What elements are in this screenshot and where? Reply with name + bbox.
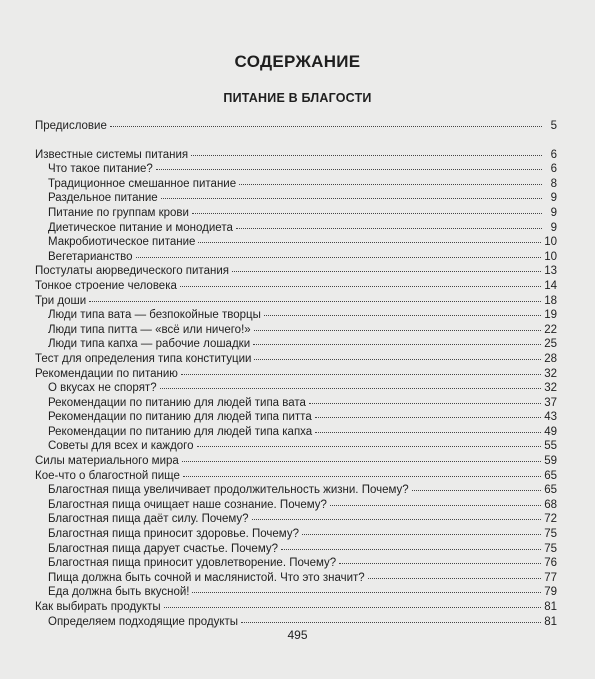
- toc-entry-title: Благостная пища дарует счастье. Почему?: [48, 542, 278, 555]
- toc-entry: [35, 337, 557, 352]
- toc-entry-page: 75: [544, 542, 557, 555]
- dot-leader: [252, 519, 542, 520]
- toc-entry-title: Как выбирать продукты: [35, 601, 161, 613]
- toc-entry-title: Что такое питание?: [48, 163, 153, 176]
- toc-entry: [35, 600, 557, 615]
- toc-entry-page: 18: [544, 294, 557, 307]
- toc-entry-title: Люди типа вата — безпокойные творцы: [48, 309, 261, 322]
- toc-entry-page: 77: [544, 571, 557, 584]
- toc-entry-page: 72: [544, 513, 557, 526]
- table-of-contents: [35, 119, 557, 629]
- toc-entry: [35, 279, 557, 294]
- toc-entry-title: Тонкое строение человека: [35, 279, 177, 292]
- dot-leader: [315, 432, 541, 433]
- toc-entry-title: Люди типа капха — рабочие лошадки: [48, 338, 251, 351]
- toc-entry: [35, 615, 557, 630]
- toc-entry: [35, 367, 557, 382]
- toc-entry-page: 32: [544, 367, 557, 380]
- dot-leader: [232, 271, 541, 272]
- toc-entry-title: Рекомендации по питанию для людей типа вата: [48, 396, 306, 409]
- toc-entry: [35, 469, 557, 484]
- toc-entry-title: Благостная пища приносит удовлетворение. Почему?: [48, 557, 337, 570]
- toc-entry-page: 75: [544, 528, 557, 541]
- dot-leader: [180, 286, 541, 287]
- toc-entry-title: Рекомендации по питанию для людей типа капха: [48, 425, 313, 438]
- toc-entry: [35, 352, 557, 367]
- toc-entry-title: Известные системы питания: [35, 148, 189, 161]
- toc-entry-page: 55: [544, 440, 557, 453]
- toc-entry-page: 9: [550, 221, 557, 234]
- toc-entry-page: 37: [544, 396, 557, 409]
- toc-entry-page: 10: [544, 250, 557, 263]
- toc-entry-page: 5: [550, 120, 557, 132]
- toc-entry-page: 43: [544, 411, 557, 424]
- toc-entry: [35, 235, 557, 250]
- dot-leader: [330, 505, 541, 506]
- toc-entry-page: 79: [544, 586, 557, 599]
- dot-leader: [412, 490, 542, 491]
- toc-entry-title: Предисловие: [35, 120, 107, 132]
- toc-entry: [35, 425, 557, 440]
- toc-entry-page: 22: [544, 323, 557, 336]
- toc-entry-title: Традиционное смешанное питание: [48, 177, 237, 190]
- toc-entry-page: 65: [544, 469, 557, 482]
- toc-entry-title: Пища должна быть сочной и маслянистой. Что это значит?: [48, 571, 365, 584]
- toc-entry-title: Благостная пища увеличивает продолжительность жизни. Почему?: [48, 484, 409, 497]
- toc-entry: [35, 483, 557, 498]
- dot-leader: [198, 242, 541, 243]
- dot-leader: [183, 476, 541, 477]
- toc-entry: [35, 221, 557, 236]
- toc-entry-page: 25: [544, 338, 557, 351]
- toc-entry: [35, 264, 557, 279]
- toc-entry-title: Макробиотическое питание: [48, 236, 196, 249]
- dot-leader: [315, 417, 541, 418]
- toc-entry-title: Силы материального мира: [35, 455, 179, 468]
- toc-entry-page: 10: [544, 236, 557, 249]
- dot-leader: [309, 403, 541, 404]
- toc-entry-page: 81: [544, 615, 557, 628]
- toc-entry-page: 59: [544, 455, 557, 468]
- toc-entry-page: 19: [544, 309, 557, 322]
- toc-entry-page: 32: [544, 382, 557, 395]
- dot-leader: [191, 155, 542, 156]
- toc-entry-title: Кое-что о благостной пище: [35, 469, 180, 482]
- toc-entry: [35, 410, 557, 425]
- dot-leader: [161, 198, 542, 199]
- toc-entry-page: 9: [550, 206, 557, 219]
- toc-entry-title: Благостная пища даёт силу. Почему?: [48, 513, 249, 526]
- toc-entry-page: 49: [544, 425, 557, 438]
- dot-leader: [156, 169, 542, 170]
- dot-leader: [164, 607, 542, 608]
- toc-entry-title: Раздельное питание: [48, 192, 158, 205]
- toc-entry: [35, 571, 557, 586]
- dot-leader: [264, 315, 541, 316]
- toc-entry: [35, 177, 557, 192]
- dot-leader: [254, 359, 541, 360]
- toc-entry-page: 13: [544, 265, 557, 278]
- toc-entry: [35, 162, 557, 177]
- toc-entry-page: 6: [550, 148, 557, 161]
- toc-entry-title: Питание по группам крови: [48, 206, 189, 219]
- dot-leader: [136, 257, 542, 258]
- toc-entry-title: Благостная пища очищает наше сознание. Почему?: [48, 498, 327, 511]
- dot-leader: [160, 388, 542, 389]
- dot-leader: [181, 374, 541, 375]
- toc-entry-title: Советы для всех и каждого: [48, 440, 194, 453]
- toc-entry-page: 81: [544, 601, 557, 613]
- toc-entry-page: 65: [544, 484, 557, 497]
- toc-entry: [35, 294, 557, 309]
- toc-entry: [35, 542, 557, 557]
- dot-leader: [302, 534, 541, 535]
- dot-leader: [253, 344, 541, 345]
- toc-entry-page: 14: [544, 279, 557, 292]
- toc-entry-title: Рекомендации по питанию для людей типа питта: [48, 411, 312, 424]
- page-number: 495: [287, 628, 308, 642]
- dot-leader: [368, 578, 542, 579]
- dot-leader: [239, 184, 542, 185]
- toc-entry: [35, 323, 557, 338]
- toc-entry-title: Три доши: [35, 294, 87, 307]
- toc-entry-title: О вкусах не спорят?: [48, 382, 157, 395]
- toc-entry-title: Вегетарианство: [48, 250, 133, 263]
- toc-entry-title: Рекомендации по питанию: [35, 367, 178, 380]
- toc-entry-title: Диетическое питание и монодиета: [48, 221, 233, 234]
- toc-entry: [35, 148, 557, 163]
- dot-leader: [339, 563, 541, 564]
- dot-leader: [281, 549, 541, 550]
- toc-entry-page: 6: [550, 163, 557, 176]
- section-heading: ПИТАНИЕ В БЛАГОСТИ: [223, 91, 372, 105]
- toc-entry-page: 68: [544, 498, 557, 511]
- toc-entry-page: 76: [544, 557, 557, 570]
- dot-leader: [182, 461, 541, 462]
- toc-entry: [35, 250, 557, 265]
- toc-entry-page: 28: [544, 352, 557, 365]
- dot-leader: [192, 592, 541, 593]
- toc-entry: [35, 454, 557, 469]
- dot-leader: [192, 213, 542, 214]
- toc-entry: [35, 556, 557, 571]
- toc-entry-title: Тест для определения типа конституции: [35, 352, 252, 365]
- toc-entry-page: 8: [550, 177, 557, 190]
- toc-entry: [35, 381, 557, 396]
- dot-leader: [197, 446, 542, 447]
- dot-leader: [236, 228, 542, 229]
- dot-leader: [89, 301, 541, 302]
- toc-entry: [35, 512, 557, 527]
- toc-entry: [35, 585, 557, 600]
- dot-leader: [254, 330, 542, 331]
- toc-entry: [35, 191, 557, 206]
- toc-entry: [35, 527, 557, 542]
- toc-entry-title: Еда должна быть вкусной!: [48, 586, 190, 599]
- toc-entry: [35, 119, 557, 134]
- toc-entry: [35, 206, 557, 221]
- toc-entry-title: Благостная пища приносит здоровье. Почему?: [48, 528, 299, 541]
- toc-entry-page: 9: [550, 192, 557, 205]
- toc-entry: [35, 498, 557, 513]
- toc-entry: [35, 396, 557, 411]
- toc-entry: [35, 308, 557, 323]
- dot-leader: [110, 126, 542, 127]
- toc-entry-title: Люди типа питта — «всё или ничего!»: [48, 323, 251, 336]
- contents-heading: СОДЕРЖАНИЕ: [234, 52, 361, 71]
- dot-leader: [241, 622, 541, 623]
- toc-entry-title: Постулаты аюрведического питания: [35, 265, 229, 278]
- toc-entry-title: Определяем подходящие продукты: [48, 615, 239, 628]
- toc-entry: [35, 439, 557, 454]
